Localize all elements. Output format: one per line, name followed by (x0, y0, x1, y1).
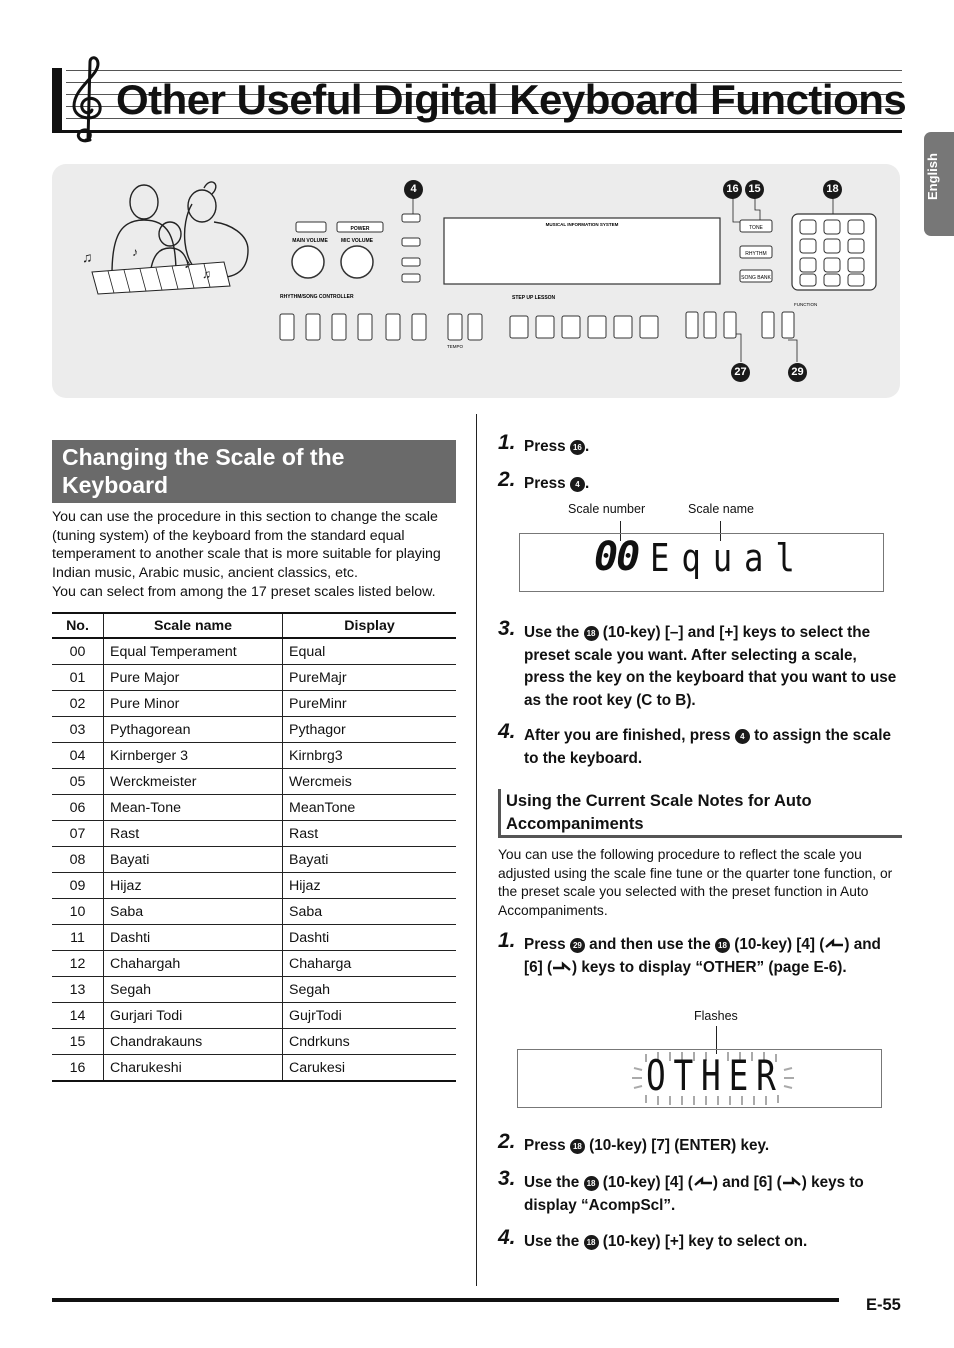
scale-name-cell: Pure Major (104, 665, 283, 691)
callout-16: 16 (723, 180, 742, 199)
page-title: Other Useful Digital Keyboard Functions (116, 76, 907, 123)
display-name-cell: Pythagor (283, 717, 457, 743)
svg-text:TONE: TONE (749, 225, 763, 231)
scale-number-cell: 02 (52, 691, 104, 717)
table-row (52, 1003, 456, 1029)
display-name-cell: Rast (283, 821, 457, 847)
svg-text:♫: ♫ (82, 249, 93, 265)
footer-rule (52, 1298, 839, 1302)
scale-number-cell: 04 (52, 743, 104, 769)
svg-text:MIC VOLUME: MIC VOLUME (341, 238, 373, 244)
scale-name-cell: Charukeshi (104, 1055, 283, 1082)
table-row (52, 821, 456, 847)
svg-text:SONG BANK: SONG BANK (741, 275, 771, 281)
svg-text:TEMPO: TEMPO (446, 344, 464, 349)
callout-badge: 18 (584, 1235, 599, 1250)
display-name-cell: Cndrkuns (283, 1029, 457, 1055)
callout-badge: 29 (570, 938, 585, 953)
table-row (52, 925, 456, 951)
scale-name-cell: Rast (104, 821, 283, 847)
lcd-other-text: OTHER (646, 1051, 784, 1100)
scale-number-cell: 07 (52, 821, 104, 847)
callout-27: 27 (731, 363, 750, 382)
scale-name-cell: Pure Minor (104, 691, 283, 717)
lcd-display-equal (519, 533, 884, 592)
scale-number-cell: 11 (52, 925, 104, 951)
svg-text:♪: ♪ (132, 245, 138, 259)
lcd-display-other (517, 1049, 882, 1108)
column-header: Display (283, 613, 457, 638)
section-intro (52, 508, 458, 602)
table-header-row (52, 613, 456, 638)
scale-number-cell: 09 (52, 873, 104, 899)
scale-table (52, 612, 456, 1082)
step-4: 4. After you are finished, press 4 to assign the scale to the keyboard. (498, 720, 891, 767)
display-name-cell: Kirnbrg3 (283, 743, 457, 769)
svg-text:RHYTHM: RHYTHM (745, 251, 767, 257)
svg-text:♫: ♫ (202, 267, 211, 281)
callout-18: 18 (823, 180, 842, 199)
scale-name-cell: Saba (104, 899, 283, 925)
scale-name-cell: Gurjari Todi (104, 1003, 283, 1029)
callout-badge: 18 (715, 938, 730, 953)
column-header: Scale name (104, 613, 283, 638)
table-row (52, 1055, 456, 1082)
subsection-intro: You can use the following procedure to reflect the scale you adjusted using the scale fine tune or the quarter tone function, or the preset scale you selected with the preset function in Auto Accompaniments. (498, 847, 893, 918)
header-bar (52, 68, 62, 132)
table-row (52, 977, 456, 1003)
scale-name-cell: Mean-Tone (104, 795, 283, 821)
scale-name-cell: Segah (104, 977, 283, 1003)
step-3: 3. Use the 18 (10-key) [–] and [+] keys to select the preset scale you want. After selecting a scale, press the key on the keyboard that you want to use as the root key (C to B). (498, 617, 897, 709)
table-row (52, 769, 456, 795)
keyboard-illustration-panel (52, 164, 900, 398)
keyboard-panel-drawing (52, 164, 900, 398)
step-b3: 3. Use the 18 (10-key) [4] ( ) and [6] ( ) keys to display “AcompScl”. (498, 1167, 864, 1214)
scale-number-cell: 06 (52, 795, 104, 821)
column-divider (476, 414, 477, 1286)
scale-number-cell: 01 (52, 665, 104, 691)
intro-paragraph: You can select from among the 17 preset scales listed below. (52, 583, 436, 600)
right-arrow-icon (782, 1176, 802, 1188)
svg-text:STEP UP LESSON: STEP UP LESSON (512, 295, 556, 301)
scale-number-cell: 12 (52, 951, 104, 977)
display-name-cell: GujrTodi (283, 1003, 457, 1029)
header-rule (52, 130, 902, 133)
callout-badge: 18 (584, 626, 599, 641)
svg-text:POWER: POWER (350, 226, 370, 232)
table-row (52, 743, 456, 769)
scale-name-cell: Chandrakauns (104, 1029, 283, 1055)
callout-badge: 18 (584, 1176, 599, 1191)
scale-name-cell: Bayati (104, 847, 283, 873)
callout-15: 15 (745, 180, 764, 199)
svg-text:FUNCTION: FUNCTION (794, 302, 818, 307)
callout-29: 29 (788, 363, 807, 382)
svg-text:RHYTHM/SONG CONTROLLER: RHYTHM/SONG CONTROLLER (280, 294, 354, 300)
scale-number-cell: 13 (52, 977, 104, 1003)
callout-badge: 4 (735, 729, 750, 744)
svg-text:MAIN VOLUME: MAIN VOLUME (292, 238, 328, 244)
display-name-cell: Bayati (283, 847, 457, 873)
step-b1: 1. Press 29 and then use the 18 (10-key) [4] ( ) and [6] ( ) keys to display “OTHER” (page E-6). (498, 929, 881, 976)
scale-name-cell: Werckmeister (104, 769, 283, 795)
display-name-cell: Equal (283, 638, 457, 665)
display-name-cell: Chaharga (283, 951, 457, 977)
display-name-cell: Carukesi (283, 1055, 457, 1082)
table-row (52, 638, 456, 665)
left-arrow-icon (693, 1176, 713, 1188)
display-name-cell: Segah (283, 977, 457, 1003)
scale-name-cell: Chahargah (104, 951, 283, 977)
step-1: 1. Press 16 . (498, 431, 590, 455)
display-name-cell: MeanTone (283, 795, 457, 821)
svg-text:♪: ♪ (184, 255, 191, 271)
table-row (52, 665, 456, 691)
callout-badge: 16 (570, 440, 585, 455)
display-name-cell: Hijaz (283, 873, 457, 899)
table-row (52, 1029, 456, 1055)
scale-name-cell: Hijaz (104, 873, 283, 899)
flashes-label: Flashes (694, 1009, 738, 1023)
intro-paragraph: You can use the procedure in this section to change the scale (tuning system) of the keyboard from the standard equal temperament to another scale that is more suitable for playing Indian music, Arabic music, ancient classics, etc. (52, 509, 441, 582)
display-name-cell: Wercmeis (283, 769, 457, 795)
left-arrow-icon (824, 938, 844, 950)
scale-number-cell: 05 (52, 769, 104, 795)
scale-number-cell: 00 (52, 638, 104, 665)
display-name-cell: Dashti (283, 925, 457, 951)
scale-number-cell: 16 (52, 1055, 104, 1082)
scale-name-label: Scale name (688, 502, 755, 516)
callout-4: 4 (404, 180, 423, 199)
scale-number-cell: 03 (52, 717, 104, 743)
scale-number-cell: 15 (52, 1029, 104, 1055)
callout-badge: 4 (570, 477, 585, 492)
table-row (52, 717, 456, 743)
table-row (52, 873, 456, 899)
step-b2: 2. Press 18 (10-key) [7] (ENTER) key. (498, 1130, 770, 1154)
step-b4: 4. Use the 18 (10-key) [+] key to select on. (498, 1226, 808, 1250)
right-arrow-icon (552, 961, 572, 973)
scale-name-cell: Kirnberger 3 (104, 743, 283, 769)
scale-number-label: Scale number (568, 502, 646, 516)
lcd-scale-name: Equal (650, 536, 807, 580)
display-name-cell: Saba (283, 899, 457, 925)
svg-text:MUSICAL INFORMATION SYSTEM: MUSICAL INFORMATION SYSTEM (545, 222, 619, 227)
language-tab: English (924, 132, 954, 236)
section-heading: Changing the Scale of the Keyboard (52, 440, 456, 503)
page-number: E-55 (866, 1296, 901, 1314)
scale-name-cell: Pythagorean (104, 717, 283, 743)
table-row (52, 899, 456, 925)
scale-number-cell: 14 (52, 1003, 104, 1029)
display-name-cell: PureMinr (283, 691, 457, 717)
scale-number-cell: 10 (52, 899, 104, 925)
scale-number-cell: 08 (52, 847, 104, 873)
table-row (52, 795, 456, 821)
table-row (52, 847, 456, 873)
callout-badge: 18 (570, 1139, 585, 1154)
table-row (52, 691, 456, 717)
lcd-scale-number: 00 (594, 534, 639, 580)
scale-name-cell: Dashti (104, 925, 283, 951)
scale-name-cell: Equal Temperament (104, 638, 283, 665)
subsection-heading: Using the Current Scale Notes for Auto Accompaniments (498, 789, 902, 838)
display-name-cell: PureMajr (283, 665, 457, 691)
column-header: No. (52, 613, 104, 638)
step-2: 2. Press 4 . (498, 468, 590, 492)
table-row (52, 951, 456, 977)
